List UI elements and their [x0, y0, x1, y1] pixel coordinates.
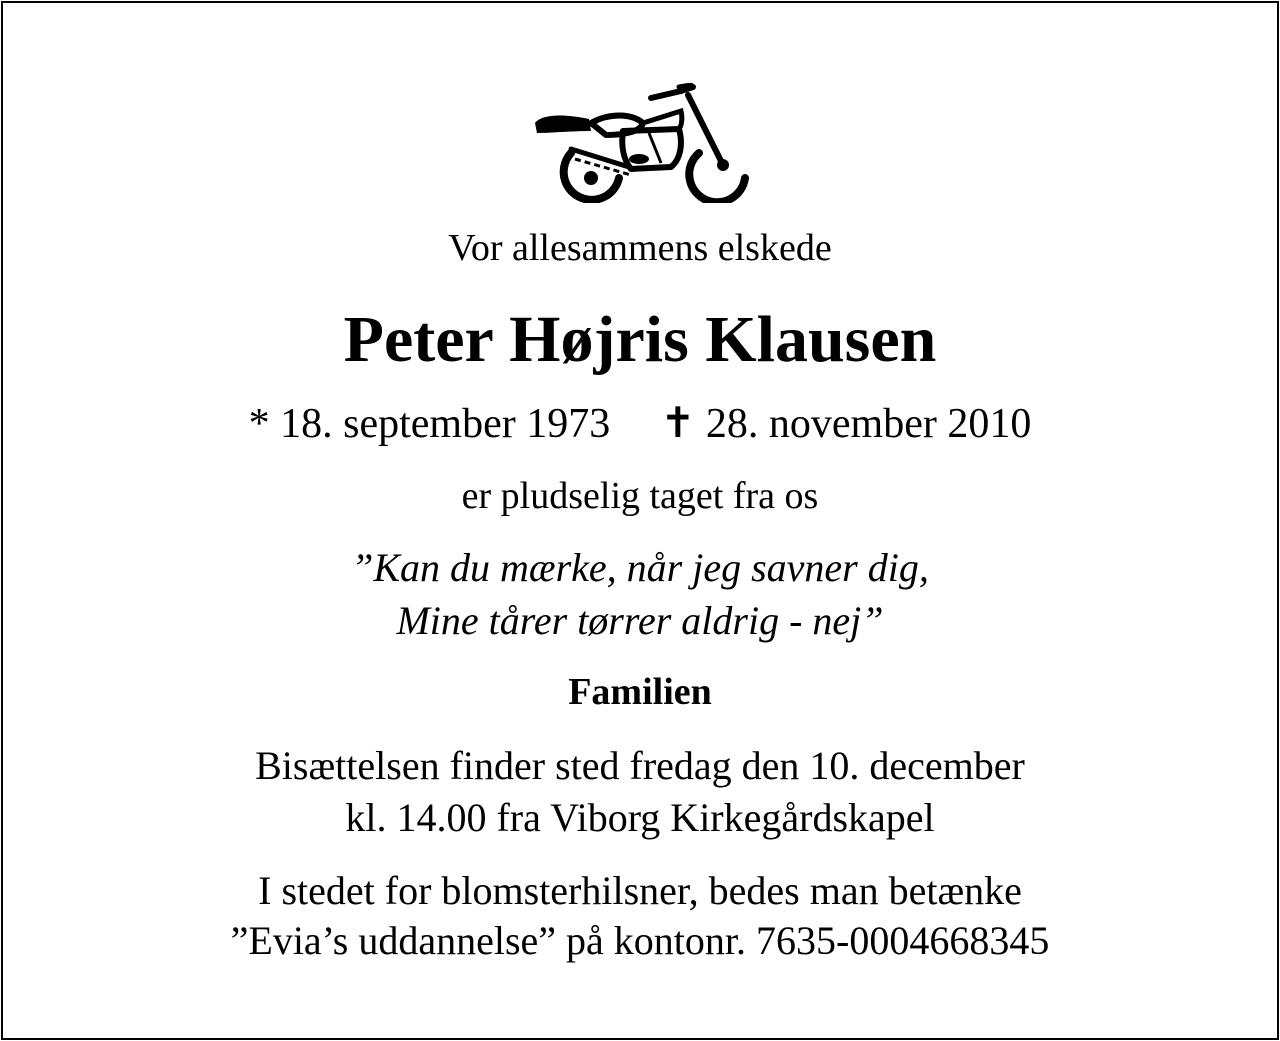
- donation-line-2: ”Evia’s uddannelse” på kontonr. 7635-0004668345: [230, 918, 1050, 963]
- family-signature: Familien: [568, 671, 712, 713]
- intro-text: Vor allesammens elskede: [448, 227, 832, 269]
- passing-text: er pludselig taget fra os: [461, 475, 819, 517]
- obituary-notice: [1, 1, 1279, 1040]
- motorcycle-icon: [531, 83, 759, 203]
- death-date: ✝ 28. november 2010: [660, 401, 1032, 447]
- quote-line-1: ”Kan du mærke, når jeg savner dig,: [351, 545, 929, 590]
- life-dates: [3, 403, 1277, 445]
- funeral-line-2: kl. 14.00 fra Viborg Kirkegårdskapel: [345, 795, 935, 840]
- donation-line-1: I stedet for blomsterhilsner, bedes man betænke: [258, 868, 1022, 913]
- quote-line-2: Mine tårer tørrer aldrig - nej”: [396, 598, 884, 643]
- funeral-line-1: Bisættelsen finder sted fredag den 10. december: [255, 743, 1025, 788]
- birth-date: * 18. september 1973: [248, 401, 611, 447]
- deceased-name: Peter Højris Klausen: [343, 303, 937, 376]
